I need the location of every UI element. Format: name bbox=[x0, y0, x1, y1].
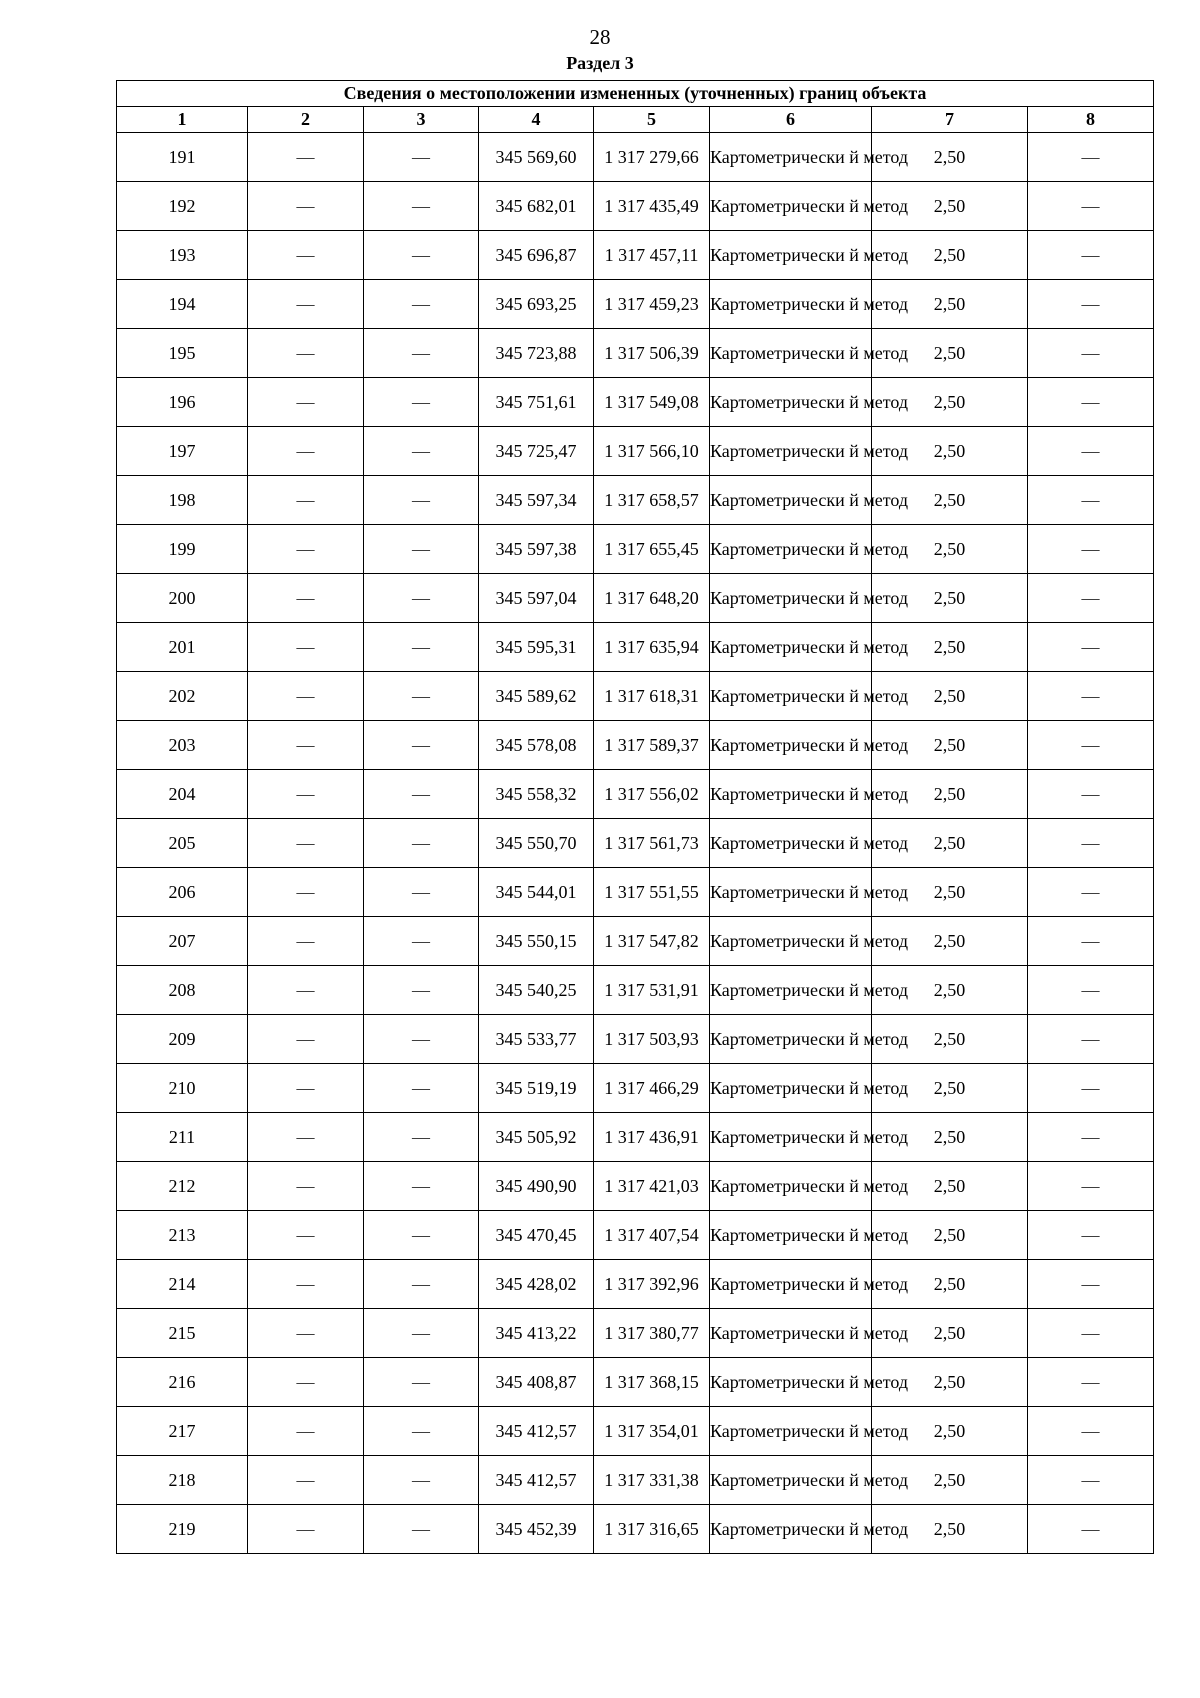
col2-cell: — bbox=[248, 868, 364, 917]
col8-cell: — bbox=[1028, 868, 1154, 917]
table-caption: Сведения о местоположении измененных (уточненных) границ объекта bbox=[117, 81, 1154, 107]
y-coordinate-cell: 1 317 549,08 bbox=[594, 378, 710, 427]
col2-cell: — bbox=[248, 1407, 364, 1456]
col3-cell: — bbox=[364, 672, 479, 721]
col8-cell: — bbox=[1028, 1358, 1154, 1407]
x-coordinate-cell: 345 452,39 bbox=[479, 1505, 594, 1554]
col8-cell: — bbox=[1028, 917, 1154, 966]
x-coordinate-cell: 345 696,87 bbox=[479, 231, 594, 280]
point-number-cell: 211 bbox=[117, 1113, 248, 1162]
col2-cell: — bbox=[248, 525, 364, 574]
col3-cell: — bbox=[364, 329, 479, 378]
y-coordinate-cell: 1 317 466,29 bbox=[594, 1064, 710, 1113]
table-row bbox=[117, 1456, 1154, 1505]
table-row bbox=[117, 1015, 1154, 1064]
x-coordinate-cell: 345 413,22 bbox=[479, 1309, 594, 1358]
accuracy-cell: 2,50 bbox=[872, 623, 1028, 672]
table-row bbox=[117, 231, 1154, 280]
col2-cell: — bbox=[248, 1505, 364, 1554]
col2-cell: — bbox=[248, 378, 364, 427]
accuracy-cell: 2,50 bbox=[872, 476, 1028, 525]
y-coordinate-cell: 1 317 459,23 bbox=[594, 280, 710, 329]
y-coordinate-cell: 1 317 547,82 bbox=[594, 917, 710, 966]
col3-cell: — bbox=[364, 231, 479, 280]
y-coordinate-cell: 1 317 648,20 bbox=[594, 574, 710, 623]
accuracy-cell: 2,50 bbox=[872, 133, 1028, 182]
col2-cell: — bbox=[248, 917, 364, 966]
y-coordinate-cell: 1 317 279,66 bbox=[594, 133, 710, 182]
method-cell: Картометрически й метод bbox=[710, 133, 872, 182]
y-coordinate-cell: 1 317 551,55 bbox=[594, 868, 710, 917]
col8-cell: — bbox=[1028, 1505, 1154, 1554]
col2-cell: — bbox=[248, 574, 364, 623]
table-row bbox=[117, 1211, 1154, 1260]
col2-cell: — bbox=[248, 819, 364, 868]
table-row bbox=[117, 721, 1154, 770]
accuracy-cell: 2,50 bbox=[872, 525, 1028, 574]
table-row bbox=[117, 1407, 1154, 1456]
column-header-7: 7 bbox=[872, 107, 1028, 133]
col8-cell: — bbox=[1028, 721, 1154, 770]
y-coordinate-cell: 1 317 635,94 bbox=[594, 623, 710, 672]
method-cell: Картометрически й метод bbox=[710, 672, 872, 721]
accuracy-cell: 2,50 bbox=[872, 868, 1028, 917]
col8-cell: — bbox=[1028, 280, 1154, 329]
x-coordinate-cell: 345 412,57 bbox=[479, 1407, 594, 1456]
point-number-cell: 209 bbox=[117, 1015, 248, 1064]
y-coordinate-cell: 1 317 368,15 bbox=[594, 1358, 710, 1407]
accuracy-cell: 2,50 bbox=[872, 329, 1028, 378]
method-cell: Картометрически й метод bbox=[710, 868, 872, 917]
table-row bbox=[117, 1064, 1154, 1113]
accuracy-cell: 2,50 bbox=[872, 672, 1028, 721]
col3-cell: — bbox=[364, 280, 479, 329]
col8-cell: — bbox=[1028, 1113, 1154, 1162]
col2-cell: — bbox=[248, 231, 364, 280]
point-number-cell: 191 bbox=[117, 133, 248, 182]
accuracy-cell: 2,50 bbox=[872, 378, 1028, 427]
x-coordinate-cell: 345 578,08 bbox=[479, 721, 594, 770]
col8-cell: — bbox=[1028, 770, 1154, 819]
method-cell: Картометрически й метод bbox=[710, 476, 872, 525]
x-coordinate-cell: 345 751,61 bbox=[479, 378, 594, 427]
col2-cell: — bbox=[248, 1260, 364, 1309]
x-coordinate-cell: 345 550,15 bbox=[479, 917, 594, 966]
col8-cell: — bbox=[1028, 133, 1154, 182]
method-cell: Картометрически й метод bbox=[710, 280, 872, 329]
x-coordinate-cell: 345 519,19 bbox=[479, 1064, 594, 1113]
y-coordinate-cell: 1 317 658,57 bbox=[594, 476, 710, 525]
col8-cell: — bbox=[1028, 378, 1154, 427]
table-row bbox=[117, 1309, 1154, 1358]
col8-cell: — bbox=[1028, 476, 1154, 525]
col2-cell: — bbox=[248, 1456, 364, 1505]
x-coordinate-cell: 345 505,92 bbox=[479, 1113, 594, 1162]
y-coordinate-cell: 1 317 421,03 bbox=[594, 1162, 710, 1211]
x-coordinate-cell: 345 597,34 bbox=[479, 476, 594, 525]
y-coordinate-cell: 1 317 436,91 bbox=[594, 1113, 710, 1162]
col3-cell: — bbox=[364, 1064, 479, 1113]
method-cell: Картометрически й метод bbox=[710, 1015, 872, 1064]
col3-cell: — bbox=[364, 868, 479, 917]
table-row bbox=[117, 966, 1154, 1015]
y-coordinate-cell: 1 317 354,01 bbox=[594, 1407, 710, 1456]
method-cell: Картометрически й метод bbox=[710, 623, 872, 672]
col8-cell: — bbox=[1028, 574, 1154, 623]
table-row bbox=[117, 819, 1154, 868]
table-body bbox=[117, 133, 1154, 1554]
col3-cell: — bbox=[364, 917, 479, 966]
col2-cell: — bbox=[248, 721, 364, 770]
col2-cell: — bbox=[248, 1113, 364, 1162]
col2-cell: — bbox=[248, 1309, 364, 1358]
x-coordinate-cell: 345 723,88 bbox=[479, 329, 594, 378]
point-number-cell: 204 bbox=[117, 770, 248, 819]
y-coordinate-cell: 1 317 392,96 bbox=[594, 1260, 710, 1309]
y-coordinate-cell: 1 317 331,38 bbox=[594, 1456, 710, 1505]
accuracy-cell: 2,50 bbox=[872, 1113, 1028, 1162]
method-cell: Картометрически й метод bbox=[710, 1456, 872, 1505]
method-cell: Картометрически й метод bbox=[710, 1309, 872, 1358]
point-number-cell: 203 bbox=[117, 721, 248, 770]
y-coordinate-cell: 1 317 561,73 bbox=[594, 819, 710, 868]
section-title: Раздел 3 bbox=[566, 53, 634, 73]
point-number-cell: 201 bbox=[117, 623, 248, 672]
table-row bbox=[117, 574, 1154, 623]
y-coordinate-cell: 1 317 589,37 bbox=[594, 721, 710, 770]
point-number-cell: 199 bbox=[117, 525, 248, 574]
accuracy-cell: 2,50 bbox=[872, 1456, 1028, 1505]
x-coordinate-cell: 345 544,01 bbox=[479, 868, 594, 917]
col3-cell: — bbox=[364, 1309, 479, 1358]
point-number-cell: 218 bbox=[117, 1456, 248, 1505]
col2-cell: — bbox=[248, 329, 364, 378]
method-cell: Картометрически й метод bbox=[710, 182, 872, 231]
table-row bbox=[117, 672, 1154, 721]
column-header-1: 1 bbox=[117, 107, 248, 133]
col3-cell: — bbox=[364, 1015, 479, 1064]
column-header-4: 4 bbox=[479, 107, 594, 133]
point-number-cell: 200 bbox=[117, 574, 248, 623]
method-cell: Картометрически й метод bbox=[710, 1064, 872, 1113]
y-coordinate-cell: 1 317 503,93 bbox=[594, 1015, 710, 1064]
x-coordinate-cell: 345 693,25 bbox=[479, 280, 594, 329]
accuracy-cell: 2,50 bbox=[872, 1309, 1028, 1358]
x-coordinate-cell: 345 408,87 bbox=[479, 1358, 594, 1407]
accuracy-cell: 2,50 bbox=[872, 966, 1028, 1015]
table-row bbox=[117, 1162, 1154, 1211]
col8-cell: — bbox=[1028, 1211, 1154, 1260]
x-coordinate-cell: 345 558,32 bbox=[479, 770, 594, 819]
point-number-cell: 207 bbox=[117, 917, 248, 966]
accuracy-cell: 2,50 bbox=[872, 1358, 1028, 1407]
table-row bbox=[117, 182, 1154, 231]
point-number-cell: 202 bbox=[117, 672, 248, 721]
accuracy-cell: 2,50 bbox=[872, 1505, 1028, 1554]
point-number-cell: 210 bbox=[117, 1064, 248, 1113]
y-coordinate-cell: 1 317 566,10 bbox=[594, 427, 710, 476]
accuracy-cell: 2,50 bbox=[872, 1162, 1028, 1211]
method-cell: Картометрически й метод bbox=[710, 770, 872, 819]
y-coordinate-cell: 1 317 435,49 bbox=[594, 182, 710, 231]
column-header-6: 6 bbox=[710, 107, 872, 133]
table-row bbox=[117, 1260, 1154, 1309]
col2-cell: — bbox=[248, 133, 364, 182]
table-row bbox=[117, 525, 1154, 574]
col3-cell: — bbox=[364, 819, 479, 868]
accuracy-cell: 2,50 bbox=[872, 574, 1028, 623]
col2-cell: — bbox=[248, 966, 364, 1015]
point-number-cell: 214 bbox=[117, 1260, 248, 1309]
method-cell: Картометрически й метод bbox=[710, 819, 872, 868]
col3-cell: — bbox=[364, 1505, 479, 1554]
accuracy-cell: 2,50 bbox=[872, 770, 1028, 819]
point-number-cell: 208 bbox=[117, 966, 248, 1015]
x-coordinate-cell: 345 597,04 bbox=[479, 574, 594, 623]
col3-cell: — bbox=[364, 1162, 479, 1211]
x-coordinate-cell: 345 490,90 bbox=[479, 1162, 594, 1211]
boundary-coordinates-table bbox=[116, 80, 1154, 1554]
col8-cell: — bbox=[1028, 329, 1154, 378]
col2-cell: — bbox=[248, 1162, 364, 1211]
accuracy-cell: 2,50 bbox=[872, 280, 1028, 329]
y-coordinate-cell: 1 317 407,54 bbox=[594, 1211, 710, 1260]
y-coordinate-cell: 1 317 618,31 bbox=[594, 672, 710, 721]
col2-cell: — bbox=[248, 182, 364, 231]
x-coordinate-cell: 345 597,38 bbox=[479, 525, 594, 574]
col2-cell: — bbox=[248, 1064, 364, 1113]
col3-cell: — bbox=[364, 966, 479, 1015]
x-coordinate-cell: 345 725,47 bbox=[479, 427, 594, 476]
x-coordinate-cell: 345 550,70 bbox=[479, 819, 594, 868]
method-cell: Картометрически й метод bbox=[710, 721, 872, 770]
point-number-cell: 193 bbox=[117, 231, 248, 280]
column-header-5: 5 bbox=[594, 107, 710, 133]
method-cell: Картометрически й метод bbox=[710, 1211, 872, 1260]
accuracy-cell: 2,50 bbox=[872, 819, 1028, 868]
y-coordinate-cell: 1 317 380,77 bbox=[594, 1309, 710, 1358]
x-coordinate-cell: 345 470,45 bbox=[479, 1211, 594, 1260]
point-number-cell: 195 bbox=[117, 329, 248, 378]
point-number-cell: 212 bbox=[117, 1162, 248, 1211]
col2-cell: — bbox=[248, 427, 364, 476]
accuracy-cell: 2,50 bbox=[872, 1407, 1028, 1456]
x-coordinate-cell: 345 569,60 bbox=[479, 133, 594, 182]
method-cell: Картометрически й метод bbox=[710, 1260, 872, 1309]
accuracy-cell: 2,50 bbox=[872, 1211, 1028, 1260]
col3-cell: — bbox=[364, 1358, 479, 1407]
col8-cell: — bbox=[1028, 1309, 1154, 1358]
method-cell: Картометрически й метод bbox=[710, 1162, 872, 1211]
col2-cell: — bbox=[248, 1358, 364, 1407]
accuracy-cell: 2,50 bbox=[872, 917, 1028, 966]
col3-cell: — bbox=[364, 721, 479, 770]
point-number-cell: 205 bbox=[117, 819, 248, 868]
col8-cell: — bbox=[1028, 623, 1154, 672]
point-number-cell: 194 bbox=[117, 280, 248, 329]
point-number-cell: 206 bbox=[117, 868, 248, 917]
table-row bbox=[117, 329, 1154, 378]
point-number-cell: 198 bbox=[117, 476, 248, 525]
col8-cell: — bbox=[1028, 427, 1154, 476]
col3-cell: — bbox=[364, 182, 479, 231]
point-number-cell: 196 bbox=[117, 378, 248, 427]
col8-cell: — bbox=[1028, 672, 1154, 721]
x-coordinate-cell: 345 595,31 bbox=[479, 623, 594, 672]
point-number-cell: 213 bbox=[117, 1211, 248, 1260]
accuracy-cell: 2,50 bbox=[872, 1064, 1028, 1113]
table-row bbox=[117, 623, 1154, 672]
col3-cell: — bbox=[364, 623, 479, 672]
method-cell: Картометрически й метод bbox=[710, 525, 872, 574]
table-row bbox=[117, 476, 1154, 525]
method-cell: Картометрически й метод bbox=[710, 378, 872, 427]
table-row bbox=[117, 133, 1154, 182]
point-number-cell: 192 bbox=[117, 182, 248, 231]
col8-cell: — bbox=[1028, 1015, 1154, 1064]
point-number-cell: 197 bbox=[117, 427, 248, 476]
y-coordinate-cell: 1 317 457,11 bbox=[594, 231, 710, 280]
col2-cell: — bbox=[248, 476, 364, 525]
accuracy-cell: 2,50 bbox=[872, 1260, 1028, 1309]
col3-cell: — bbox=[364, 574, 479, 623]
col3-cell: — bbox=[364, 1260, 479, 1309]
col2-cell: — bbox=[248, 770, 364, 819]
table-row bbox=[117, 1358, 1154, 1407]
column-header-8: 8 bbox=[1028, 107, 1154, 133]
col3-cell: — bbox=[364, 1211, 479, 1260]
table-row bbox=[117, 280, 1154, 329]
column-header-3: 3 bbox=[364, 107, 479, 133]
table-row bbox=[117, 770, 1154, 819]
col3-cell: — bbox=[364, 525, 479, 574]
col8-cell: — bbox=[1028, 1407, 1154, 1456]
table-row bbox=[117, 917, 1154, 966]
accuracy-cell: 2,50 bbox=[872, 721, 1028, 770]
col3-cell: — bbox=[364, 427, 479, 476]
x-coordinate-cell: 345 428,02 bbox=[479, 1260, 594, 1309]
x-coordinate-cell: 345 540,25 bbox=[479, 966, 594, 1015]
col2-cell: — bbox=[248, 1211, 364, 1260]
method-cell: Картометрически й метод bbox=[710, 1113, 872, 1162]
col8-cell: — bbox=[1028, 819, 1154, 868]
x-coordinate-cell: 345 682,01 bbox=[479, 182, 594, 231]
col8-cell: — bbox=[1028, 1260, 1154, 1309]
method-cell: Картометрически й метод bbox=[710, 1358, 872, 1407]
x-coordinate-cell: 345 533,77 bbox=[479, 1015, 594, 1064]
col3-cell: — bbox=[364, 1456, 479, 1505]
col2-cell: — bbox=[248, 672, 364, 721]
method-cell: Картометрически й метод bbox=[710, 1407, 872, 1456]
table-caption-row bbox=[117, 81, 1154, 107]
method-cell: Картометрически й метод bbox=[710, 231, 872, 280]
method-cell: Картометрически й метод bbox=[710, 917, 872, 966]
page-number: 28 bbox=[589, 25, 611, 49]
y-coordinate-cell: 1 317 556,02 bbox=[594, 770, 710, 819]
table-row bbox=[117, 1113, 1154, 1162]
col8-cell: — bbox=[1028, 1064, 1154, 1113]
col8-cell: — bbox=[1028, 231, 1154, 280]
method-cell: Картометрически й метод bbox=[710, 966, 872, 1015]
col3-cell: — bbox=[364, 133, 479, 182]
method-cell: Картометрически й метод bbox=[710, 574, 872, 623]
col3-cell: — bbox=[364, 1407, 479, 1456]
col8-cell: — bbox=[1028, 525, 1154, 574]
col3-cell: — bbox=[364, 1113, 479, 1162]
accuracy-cell: 2,50 bbox=[872, 1015, 1028, 1064]
point-number-cell: 217 bbox=[117, 1407, 248, 1456]
method-cell: Картометрически й метод bbox=[710, 1505, 872, 1554]
y-coordinate-cell: 1 317 655,45 bbox=[594, 525, 710, 574]
col3-cell: — bbox=[364, 476, 479, 525]
col2-cell: — bbox=[248, 1015, 364, 1064]
table-row bbox=[117, 427, 1154, 476]
x-coordinate-cell: 345 589,62 bbox=[479, 672, 594, 721]
y-coordinate-cell: 1 317 316,65 bbox=[594, 1505, 710, 1554]
point-number-cell: 219 bbox=[117, 1505, 248, 1554]
x-coordinate-cell: 345 412,57 bbox=[479, 1456, 594, 1505]
col8-cell: — bbox=[1028, 1456, 1154, 1505]
method-cell: Картометрически й метод bbox=[710, 329, 872, 378]
col8-cell: — bbox=[1028, 966, 1154, 1015]
table-row bbox=[117, 378, 1154, 427]
point-number-cell: 216 bbox=[117, 1358, 248, 1407]
accuracy-cell: 2,50 bbox=[872, 427, 1028, 476]
table-row bbox=[117, 1505, 1154, 1554]
col8-cell: — bbox=[1028, 1162, 1154, 1211]
y-coordinate-cell: 1 317 506,39 bbox=[594, 329, 710, 378]
col3-cell: — bbox=[364, 378, 479, 427]
col2-cell: — bbox=[248, 280, 364, 329]
y-coordinate-cell: 1 317 531,91 bbox=[594, 966, 710, 1015]
col2-cell: — bbox=[248, 623, 364, 672]
col8-cell: — bbox=[1028, 182, 1154, 231]
table-header-row bbox=[117, 107, 1154, 133]
method-cell: Картометрически й метод bbox=[710, 427, 872, 476]
point-number-cell: 215 bbox=[117, 1309, 248, 1358]
column-header-2: 2 bbox=[248, 107, 364, 133]
accuracy-cell: 2,50 bbox=[872, 231, 1028, 280]
accuracy-cell: 2,50 bbox=[872, 182, 1028, 231]
col3-cell: — bbox=[364, 770, 479, 819]
table-row bbox=[117, 868, 1154, 917]
